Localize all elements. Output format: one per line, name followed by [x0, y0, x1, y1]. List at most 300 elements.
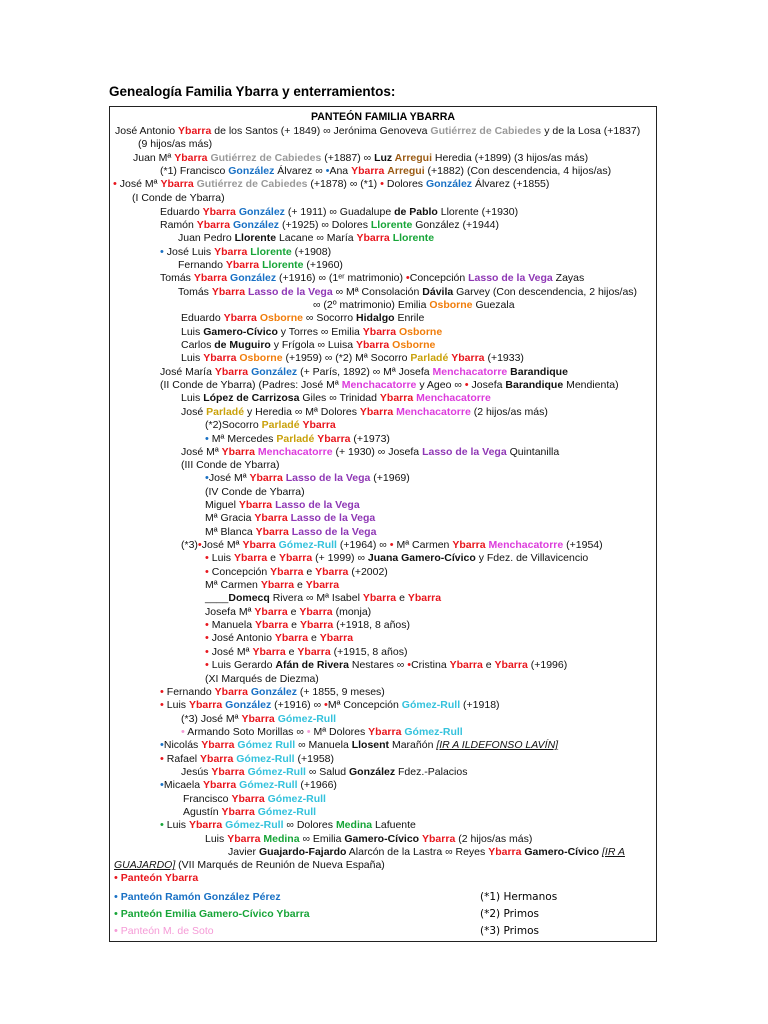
burial-marker-icon: •	[205, 619, 209, 631]
line-text: (+1918, 8 años)	[333, 619, 410, 631]
surname: Ybarra	[356, 232, 390, 244]
line-text: Luis	[181, 352, 204, 364]
line-text: Ana	[329, 165, 352, 177]
surname: Menchacatorre	[257, 446, 333, 458]
line-text: (+1954)	[563, 539, 603, 551]
line-text: (*3)	[181, 539, 198, 551]
surname: Ybarra	[249, 472, 283, 484]
genealogy-line	[113, 178, 549, 191]
line-text: Juan Pedro	[178, 232, 235, 244]
genealogy-line	[205, 632, 353, 645]
surname: Ybarra	[254, 606, 288, 618]
surname: Gutiérrez de Cabiedes	[430, 125, 542, 137]
line-text: y de la Losa (+1837)	[541, 125, 641, 137]
surname: Menchacatorre	[396, 406, 471, 418]
surname: Parladé	[410, 352, 449, 364]
line-text: Manuela	[208, 619, 255, 631]
surname: Menchacatorre	[488, 539, 564, 551]
genealogy-line	[181, 539, 603, 552]
surname: Gómez Rull	[237, 739, 296, 751]
cross-reference-link[interactable]: [IR A ILDEFONSO LAVÍN]	[436, 739, 559, 751]
line-text: e	[482, 659, 495, 671]
cross-reference-link[interactable]: [IR A	[602, 846, 625, 858]
burial-marker-icon: •	[464, 379, 469, 391]
surname: Ybarra	[317, 433, 351, 445]
line-text: Mª Carmen	[393, 539, 453, 551]
line-text: (VII Marqués de Reunión de Nueva España)	[175, 859, 385, 871]
line-text: (+1916) ∞ (1ᵉʳ matrimonio)	[276, 272, 406, 284]
line-text: (*2)Socorro	[205, 419, 262, 431]
surname: Osborne	[239, 352, 283, 364]
line-text: e	[294, 579, 306, 591]
line-text: Llorente (+1930)	[437, 206, 519, 218]
line-text: ____	[205, 592, 229, 604]
surname: Ybarra	[488, 846, 522, 858]
genealogy-line	[114, 872, 198, 885]
line-text: y Fdez. de Villavicencio	[475, 552, 589, 564]
genealogy-line	[178, 286, 637, 299]
surname: Lasso de la Vega	[248, 286, 333, 298]
surname: Ybarra	[221, 806, 255, 818]
surname: Juana Gamero-Cívico	[367, 552, 476, 564]
line-text: José Mª	[201, 539, 243, 551]
line-text: (9 hijos/as más)	[138, 138, 213, 150]
surname: Ybarra	[297, 646, 331, 658]
surname: Ybarra	[299, 606, 333, 618]
genealogy-line	[181, 326, 442, 339]
surname: Lasso de la Vega	[290, 512, 376, 524]
burial-marker-icon: •	[205, 632, 209, 644]
surname: Ybarra	[223, 312, 257, 324]
line-text: (III Conde de Ybarra)	[181, 459, 280, 471]
line-text: Concepción	[409, 272, 469, 284]
surname: Ybarra	[494, 659, 528, 671]
genealogy-line	[160, 779, 337, 792]
line-text: y Heredia ∞ Mª Dolores	[244, 406, 360, 418]
line-text: Marañón	[389, 739, 437, 751]
line-text: Nicolás	[163, 739, 202, 751]
line-text: Tomás	[178, 286, 212, 298]
line-text: de los Santos (+ 1849) ∞ Jerónima Genoveva	[211, 125, 431, 137]
genealogy-line	[181, 312, 424, 325]
line-text: José Antonio	[115, 125, 179, 137]
genealogy-line	[205, 419, 336, 432]
line-text: José Mª	[208, 646, 253, 658]
line-text: Micaela	[163, 779, 203, 791]
line-text: (+1996)	[527, 659, 568, 671]
surname: Ybarra	[201, 739, 235, 751]
surname: Lasso de la Vega	[285, 472, 371, 484]
surname: Ybarra	[211, 286, 246, 298]
line-text: y Ageo ∞	[416, 379, 465, 391]
burial-marker-icon: •	[114, 908, 118, 920]
line-text: e	[267, 552, 279, 564]
line-text: e	[288, 619, 300, 631]
surname: Ybarra	[319, 632, 354, 644]
line-text: Josefa Mª	[205, 606, 255, 618]
surname: Gamero-Cívico	[344, 833, 420, 845]
genealogy-line	[183, 806, 316, 819]
line-text: (2 hijos/as más)	[455, 833, 533, 845]
surname: González	[232, 219, 280, 231]
line-text: (+1908)	[291, 246, 332, 258]
surname: Ybarra	[305, 579, 340, 591]
line-text: (+1925) ∞ Dolores	[279, 219, 371, 231]
line-text: Luis	[205, 833, 228, 845]
burial-marker-icon: •	[205, 433, 209, 445]
line-text: Garvey (Con descendencia, 2 hijos/as)	[453, 286, 638, 298]
surname: Ybarra	[260, 579, 295, 591]
surname: González	[228, 165, 275, 177]
surname: Llorente	[234, 232, 277, 244]
surname: Arregui	[387, 165, 425, 177]
surname: Llorente	[392, 232, 435, 244]
line-text: Guezala	[472, 299, 515, 311]
line-text: Álvarez (+1855)	[472, 178, 550, 190]
line-text: e	[303, 566, 316, 578]
burial-marker-icon: •	[160, 739, 164, 751]
burial-marker-icon: •	[380, 178, 384, 190]
surname: Gutiérrez de Cabiedes	[210, 152, 322, 164]
surname: Panteón Ybarra	[117, 872, 199, 884]
line-text: Luis	[208, 552, 234, 564]
line-text: y Frígola ∞ Luisa	[270, 339, 356, 351]
line-text: José Antonio	[208, 632, 275, 644]
genealogy-line	[205, 579, 339, 592]
line-text: ∞ Salud	[305, 766, 349, 778]
line-text: Heredia (+1899) (3 hijos/as más)	[432, 152, 589, 164]
line-text: Francisco	[183, 793, 232, 805]
genealogy-line	[160, 753, 334, 766]
line-text: (+ París, 1892) ∞ Mª Josefa	[297, 366, 433, 378]
line-text: Fernando	[178, 259, 226, 271]
genealogy-line	[181, 713, 336, 726]
surname: Ybarra	[362, 326, 397, 338]
line-text: Luis	[163, 699, 189, 711]
line-text: Lafuente	[372, 819, 416, 831]
surname: Gómez-Rull	[239, 779, 298, 791]
line-text: Alarcón de la Lastra ∞ Reyes	[346, 846, 489, 858]
genealogy-line	[181, 446, 559, 459]
genealogy-line	[160, 366, 568, 379]
genealogy-line	[205, 512, 375, 525]
line-text: Mendienta)	[563, 379, 619, 391]
surname: Luz	[374, 152, 395, 164]
relation-legend-note: (*1) Hermanos	[480, 891, 558, 903]
genealogy-line	[160, 165, 611, 178]
surname: Ybarra	[238, 499, 273, 511]
line-text: (IV Conde de Ybarra)	[205, 486, 305, 498]
genealogy-line	[205, 552, 588, 565]
line-text: (+1933)	[484, 352, 524, 364]
line-text: José Mª	[208, 472, 250, 484]
genealogy-line	[205, 566, 388, 579]
genealogy-line	[205, 606, 371, 619]
line-text: Panteón M. de Soto	[117, 925, 214, 937]
surname: Ybarra	[188, 699, 223, 711]
surname: Ybarra	[227, 833, 261, 845]
surname: Ybarra	[451, 352, 485, 364]
surname: González	[425, 178, 473, 190]
surname: Llosent	[351, 739, 390, 751]
line-text: (2 hijos/as más)	[470, 406, 548, 418]
line-text: Concepción	[208, 566, 271, 578]
burial-marker-icon: •	[389, 539, 394, 551]
line-text: Juan Mª	[133, 152, 175, 164]
surname: González	[230, 272, 277, 284]
line-text: Eduardo	[160, 206, 203, 218]
line-text: Fdez.-Palacios	[395, 766, 468, 778]
surname: Medina	[335, 819, 373, 831]
cross-reference-link[interactable]: GUAJARDO]	[114, 859, 176, 871]
line-text: (+1964) ∞	[336, 539, 390, 551]
genealogy-line	[178, 232, 434, 245]
line-text: e	[285, 646, 298, 658]
surname: Ybarra	[278, 552, 313, 564]
line-text: e	[396, 592, 408, 604]
burial-marker-icon: •	[306, 726, 311, 738]
line-text: Enrile	[394, 312, 425, 324]
surname: Parladé	[276, 433, 315, 445]
surname: Barandique	[510, 366, 568, 378]
surname: Ybarra	[231, 793, 265, 805]
burial-marker-icon: •	[325, 165, 330, 177]
line-text: (II Conde de Ybarra) (Padres: José Mª	[160, 379, 342, 391]
line-text: Ramón	[160, 219, 197, 231]
genealogy-line	[181, 352, 524, 365]
surname: Panteón Ramón González Pérez	[117, 891, 281, 903]
burial-marker-icon: •	[160, 686, 164, 698]
line-text: (+1887) ∞	[321, 152, 375, 164]
line-text: ∞ Socorro	[303, 312, 357, 324]
surname: Ybarra	[274, 632, 309, 644]
burial-marker-icon: •	[113, 178, 117, 190]
surname: Lasso de la Vega	[275, 499, 360, 511]
surname: Lasso de la Vega	[422, 446, 507, 458]
surname: Ybarra	[202, 779, 237, 791]
line-text: Rivera ∞ Mª Isabel	[269, 592, 363, 604]
line-text: (+1969)	[370, 472, 410, 484]
surname: Ybarra	[214, 366, 249, 378]
surname: Menchacatorre	[432, 366, 508, 378]
line-text: Josefa	[468, 379, 506, 391]
surname: Ybarra	[214, 686, 248, 698]
genealogy-line	[160, 272, 584, 285]
line-text: Luis	[163, 819, 189, 831]
line-text: Javier	[228, 846, 259, 858]
surname: Parladé	[206, 406, 245, 418]
surname: Panteón Emilia Gamero-Cívico Ybarra	[117, 908, 310, 920]
surname: Ybarra	[178, 125, 212, 137]
genealogy-line	[205, 592, 441, 605]
surname: Gómez-Rull	[404, 726, 463, 738]
surname: González	[250, 686, 297, 698]
line-text: Mª Carmen	[205, 579, 261, 591]
burial-marker-icon: •	[324, 699, 328, 711]
genealogy-line	[160, 699, 500, 712]
surname: Ybarra	[422, 833, 456, 845]
surname: Ybarra	[242, 539, 276, 551]
genealogy-line	[181, 392, 491, 405]
surname: Ybarra	[214, 246, 248, 258]
genealogy-line	[114, 908, 310, 921]
genealogy-line	[114, 925, 214, 938]
line-text: (*3) José Mª	[181, 713, 242, 725]
line-text: Giles ∞ Trinidad	[299, 392, 380, 404]
genealogy-line	[160, 686, 385, 699]
surname: Ybarra	[355, 339, 390, 351]
burial-marker-icon: •	[181, 726, 185, 738]
surname: Menchacatorre	[416, 392, 491, 404]
surname: Guajardo-Fajardo	[258, 846, 347, 858]
genealogy-line	[181, 459, 279, 472]
line-text: (monja)	[332, 606, 372, 618]
burial-marker-icon: •	[405, 272, 410, 284]
genealogy-line	[178, 259, 343, 272]
surname: Arregui	[394, 152, 433, 164]
line-text: Mª Mercedes	[208, 433, 277, 445]
surname: Osborne	[392, 339, 436, 351]
surname: Ybarra	[160, 178, 194, 190]
surname: Ybarra	[452, 539, 486, 551]
surname: Ybarra	[351, 165, 385, 177]
burial-marker-icon: •	[205, 659, 209, 671]
surname: Domecq	[228, 592, 270, 604]
surname: Afán de Rivera	[275, 659, 349, 671]
box-header: PANTEÓN FAMILIA YBARRA	[311, 111, 455, 123]
genealogy-line	[160, 379, 619, 392]
surname: Ybarra	[270, 566, 304, 578]
surname: Parladé	[261, 419, 300, 431]
line-text: Carlos	[181, 339, 215, 351]
burial-marker-icon: •	[197, 539, 202, 551]
line-text: Mª Dolores	[310, 726, 369, 738]
line-text: Tomás	[160, 272, 194, 284]
surname: Ybarra	[188, 819, 223, 831]
line-text: Mª Concepción	[327, 699, 402, 711]
line-text: (+1878) ∞ (*1)	[307, 178, 381, 190]
surname: Ybarra	[254, 512, 288, 524]
surname: Ybarra	[299, 619, 334, 631]
surname: Gómez-Rull	[278, 539, 337, 551]
genealogy-line	[160, 206, 518, 219]
surname: Gamero-Cívico	[524, 846, 600, 858]
line-text: Miguel	[205, 499, 239, 511]
surname: Gómez-Rull	[236, 753, 295, 765]
line-text: e	[308, 632, 320, 644]
burial-marker-icon: •	[160, 779, 164, 791]
line-text: (*1) Francisco	[160, 165, 229, 177]
line-text: (+1966)	[297, 779, 337, 791]
burial-marker-icon: •	[407, 659, 412, 671]
burial-marker-icon: •	[114, 872, 118, 884]
genealogy-line	[181, 766, 467, 779]
line-text: (+ 1930) ∞ Josefa	[332, 446, 423, 458]
genealogy-line	[205, 833, 532, 846]
burial-marker-icon: •	[160, 819, 164, 831]
surname: Gutiérrez de Cabiedes	[196, 178, 308, 190]
line-text: (+1918)	[460, 699, 500, 711]
line-text: y Torres ∞ Emilia	[277, 326, 363, 338]
line-text: Mª Gracia	[205, 512, 255, 524]
burial-marker-icon: •	[114, 925, 118, 937]
relation-legend-note: (*3) Primos	[480, 925, 539, 937]
burial-marker-icon: •	[205, 552, 209, 564]
surname: González	[349, 766, 396, 778]
genealogy-line	[183, 793, 326, 806]
surname: Gómez-Rull	[277, 713, 337, 725]
genealogy-line	[160, 819, 416, 832]
surname: González	[251, 366, 298, 378]
surname: Ybarra	[174, 152, 208, 164]
genealogy-line	[133, 152, 588, 165]
line-text: Eduardo	[181, 312, 224, 324]
surname: González	[238, 206, 285, 218]
genealogy-line	[181, 406, 548, 419]
genealogy-line	[115, 125, 640, 138]
line-text: Luis	[181, 326, 204, 338]
surname: Ybarra	[196, 219, 231, 231]
line-text: (+2002)	[348, 566, 388, 578]
line-text: Luis	[181, 392, 204, 404]
page-title: Genealogía Familia Ybarra y enterramientos:	[109, 84, 396, 99]
burial-marker-icon: •	[160, 246, 164, 258]
line-text: (I Conde de Ybarra)	[132, 192, 225, 204]
surname: Llorente	[250, 246, 292, 258]
surname: Gómez-Rull	[257, 806, 317, 818]
burial-marker-icon: •	[205, 566, 209, 578]
genealogy-box	[109, 106, 657, 942]
surname: Ybarra	[211, 766, 245, 778]
surname: Gamero-Cívico	[203, 326, 278, 338]
line-text: José Mª	[116, 178, 161, 190]
surname: Ybarra	[221, 446, 255, 458]
surname: Ybarra	[254, 619, 289, 631]
line-text: ∞ Dolores	[283, 819, 336, 831]
line-text: (+1882) (Con descendencia, 4 hijos/as)	[424, 165, 612, 177]
line-text: (XI Marqués de Diezma)	[205, 673, 319, 685]
surname: Ybarra	[241, 713, 275, 725]
burial-marker-icon: •	[205, 646, 209, 658]
surname: Lasso de la Vega	[468, 272, 553, 284]
surname: González	[225, 699, 272, 711]
surname: Menchacatorre	[341, 379, 417, 391]
genealogy-line	[205, 433, 390, 446]
genealogy-line	[205, 659, 567, 672]
surname: Ybarra	[252, 646, 286, 658]
surname: de Pablo	[394, 206, 438, 218]
genealogy-line	[114, 891, 281, 904]
surname: Ybarra	[379, 392, 414, 404]
surname: Ybarra	[362, 592, 397, 604]
line-text: Quintanilla	[506, 446, 560, 458]
genealogy-line	[160, 219, 499, 232]
genealogy-line	[181, 726, 463, 739]
line-text: José María	[160, 366, 215, 378]
surname: Ybarra	[407, 592, 442, 604]
line-text: ∞ (2º matrimonio) Emilia	[313, 299, 430, 311]
surname: Gómez-Rull	[401, 699, 461, 711]
surname: Ybarra	[449, 659, 483, 671]
genealogy-line	[160, 246, 331, 259]
surname: Ybarra	[368, 726, 402, 738]
genealogy-line	[205, 486, 305, 499]
surname: Ybarra	[302, 419, 336, 431]
relation-legend-note: (*2) Primos	[480, 908, 539, 920]
surname: Lasso de la Vega	[291, 526, 377, 538]
line-text: e	[287, 606, 300, 618]
genealogy-line	[160, 739, 558, 752]
